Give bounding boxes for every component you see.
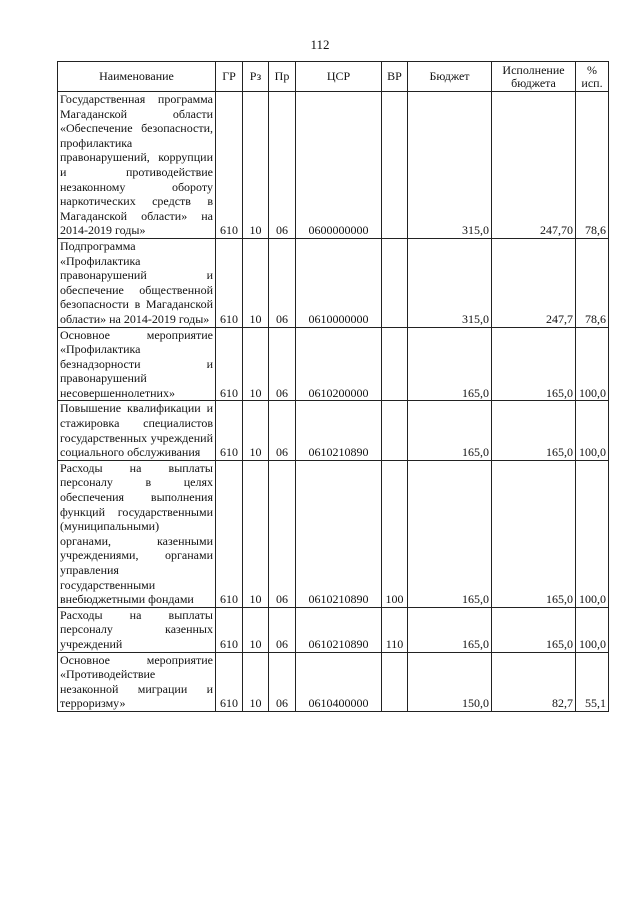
header-gr: ГР — [216, 62, 243, 92]
row-gr: 610 — [216, 652, 243, 711]
row-gr: 610 — [216, 401, 243, 460]
header-budget: Бюджет — [408, 62, 492, 92]
table-header-row — [58, 62, 609, 92]
row-vr — [382, 401, 408, 460]
row-budget: 165,0 — [408, 607, 492, 652]
row-budget: 165,0 — [408, 401, 492, 460]
table-row — [58, 460, 609, 607]
row-pr: 06 — [269, 92, 296, 239]
row-name: Повышение квалификации и стажировка специалистов государственных учреждений социального обслуживания — [58, 401, 216, 460]
table-row — [58, 652, 609, 711]
row-execution: 247,7 — [492, 238, 576, 327]
row-vr: 110 — [382, 607, 408, 652]
row-rz: 10 — [243, 401, 269, 460]
row-rz: 10 — [243, 327, 269, 401]
header-pr: Пр — [269, 62, 296, 92]
row-budget: 165,0 — [408, 460, 492, 607]
row-pr: 06 — [269, 460, 296, 607]
row-pr: 06 — [269, 401, 296, 460]
row-vr: 100 — [382, 460, 408, 607]
row-percent: 78,6 — [576, 238, 609, 327]
table-row — [58, 238, 609, 327]
header-percent: % исп. — [576, 62, 609, 92]
row-vr — [382, 327, 408, 401]
row-percent: 78,6 — [576, 92, 609, 239]
row-csr: 0610200000 — [296, 327, 382, 401]
row-csr: 0610000000 — [296, 238, 382, 327]
page-number: 112 — [310, 37, 330, 52]
row-percent: 100,0 — [576, 460, 609, 607]
header-execution: Исполнение бюджета — [492, 62, 576, 92]
row-percent: 100,0 — [576, 607, 609, 652]
row-percent: 100,0 — [576, 327, 609, 401]
table-row — [58, 327, 609, 401]
row-percent: 100,0 — [576, 401, 609, 460]
row-csr: 0610210890 — [296, 460, 382, 607]
row-budget: 165,0 — [408, 327, 492, 401]
row-csr: 0600000000 — [296, 92, 382, 239]
row-execution: 165,0 — [492, 460, 576, 607]
row-csr: 0610210890 — [296, 401, 382, 460]
row-vr — [382, 92, 408, 239]
row-execution: 82,7 — [492, 652, 576, 711]
row-budget: 150,0 — [408, 652, 492, 711]
row-gr: 610 — [216, 327, 243, 401]
row-execution: 247,70 — [492, 92, 576, 239]
header-csr: ЦСР — [296, 62, 382, 92]
row-budget: 315,0 — [408, 92, 492, 239]
row-rz: 10 — [243, 460, 269, 607]
row-pr: 06 — [269, 652, 296, 711]
header-name: Наименование — [58, 62, 216, 92]
row-name: Расходы на выплаты персоналу казенных учреждений — [58, 607, 216, 652]
table-row — [58, 92, 609, 239]
row-rz: 10 — [243, 92, 269, 239]
row-name: Основное мероприятие «Профилактика безнадзорности и правонарушений несовершеннолетних» — [58, 327, 216, 401]
row-gr: 610 — [216, 460, 243, 607]
header-rz: Рз — [243, 62, 269, 92]
row-csr: 0610400000 — [296, 652, 382, 711]
row-gr: 610 — [216, 607, 243, 652]
row-pr: 06 — [269, 607, 296, 652]
row-name: Расходы на выплаты персоналу в целях обеспечения выполнения функций государственными (муниципальными) органами, казенными учреждениями, органами управления государственными внебюджетными фондами — [58, 460, 216, 607]
row-execution: 165,0 — [492, 401, 576, 460]
row-execution: 165,0 — [492, 607, 576, 652]
row-csr: 0610210890 — [296, 607, 382, 652]
row-gr: 610 — [216, 92, 243, 239]
budget-table — [57, 61, 609, 712]
row-percent: 55,1 — [576, 652, 609, 711]
row-execution: 165,0 — [492, 327, 576, 401]
row-name: Основное мероприятие «Противодействие незаконной миграции и терроризму» — [58, 652, 216, 711]
row-rz: 10 — [243, 238, 269, 327]
header-vr: ВР — [382, 62, 408, 92]
row-name: Подпрограмма «Профилактика правонарушений и обеспечение общественной безопасности в Магаданской области» на 2014-2019 годы» — [58, 238, 216, 327]
row-name: Государственная программа Магаданской области «Обеспечение безопасности, профилактика правонарушений, коррупции и противодействие незаконному обороту наркотических средств в Магаданской области» на 2014-2019 годы» — [58, 92, 216, 239]
table-row — [58, 607, 609, 652]
row-vr — [382, 238, 408, 327]
row-pr: 06 — [269, 327, 296, 401]
row-rz: 10 — [243, 607, 269, 652]
row-budget: 315,0 — [408, 238, 492, 327]
row-pr: 06 — [269, 238, 296, 327]
row-rz: 10 — [243, 652, 269, 711]
row-gr: 610 — [216, 238, 243, 327]
table-row — [58, 401, 609, 460]
row-vr — [382, 652, 408, 711]
